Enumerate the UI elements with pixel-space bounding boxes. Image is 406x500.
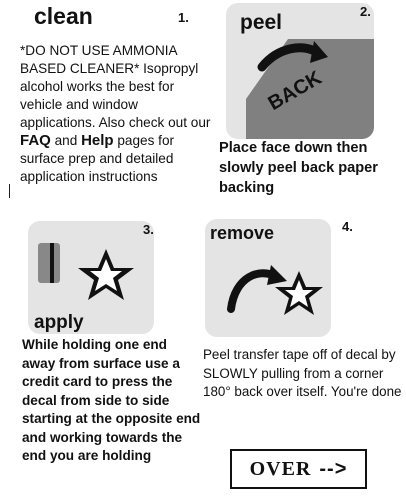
step1-number: 1. xyxy=(178,10,189,25)
step1-text-b: pages for surface prep and detailed application instructions xyxy=(20,133,175,184)
arrow-right-icon: --> xyxy=(319,457,348,480)
step4-text: Peel transfer tape off of decal by SLOWLY pulling from a corner 180° back over itself. You're done xyxy=(203,347,402,399)
text-cursor xyxy=(9,184,10,198)
help-link[interactable]: Help xyxy=(81,132,114,149)
step2-title: peel xyxy=(240,11,283,34)
card-stripe xyxy=(50,243,54,283)
step4-number: 4. xyxy=(342,219,353,234)
over-label: OVER xyxy=(249,457,312,480)
step3-text: While holding one end away from surface use a credit card to press the decal from side to side starting at the opposite end and working towards the end you are holding xyxy=(22,337,201,463)
faq-link[interactable]: FAQ xyxy=(20,132,51,149)
step4-title: remove xyxy=(210,223,275,243)
step3-title: apply xyxy=(34,312,84,333)
step2-number: 2. xyxy=(360,4,371,19)
over-button[interactable] xyxy=(230,449,367,489)
step3-number: 3. xyxy=(143,222,154,237)
step2-text: Place face down then slowly peel back paper backing xyxy=(219,140,378,196)
step1-text-a: *DO NOT USE AMMONIA BASED CLEANER* Isopropyl alcohol works the best for vehicle and window applications. Also check out our xyxy=(20,43,211,130)
step1-text-and: and xyxy=(50,133,82,148)
back-label: BACK xyxy=(264,66,326,115)
arrow-head-icon xyxy=(267,265,287,285)
credit-card-icon xyxy=(38,243,60,283)
step1-title: clean xyxy=(34,3,93,29)
step1-text xyxy=(20,42,216,186)
star-icon xyxy=(78,249,134,300)
